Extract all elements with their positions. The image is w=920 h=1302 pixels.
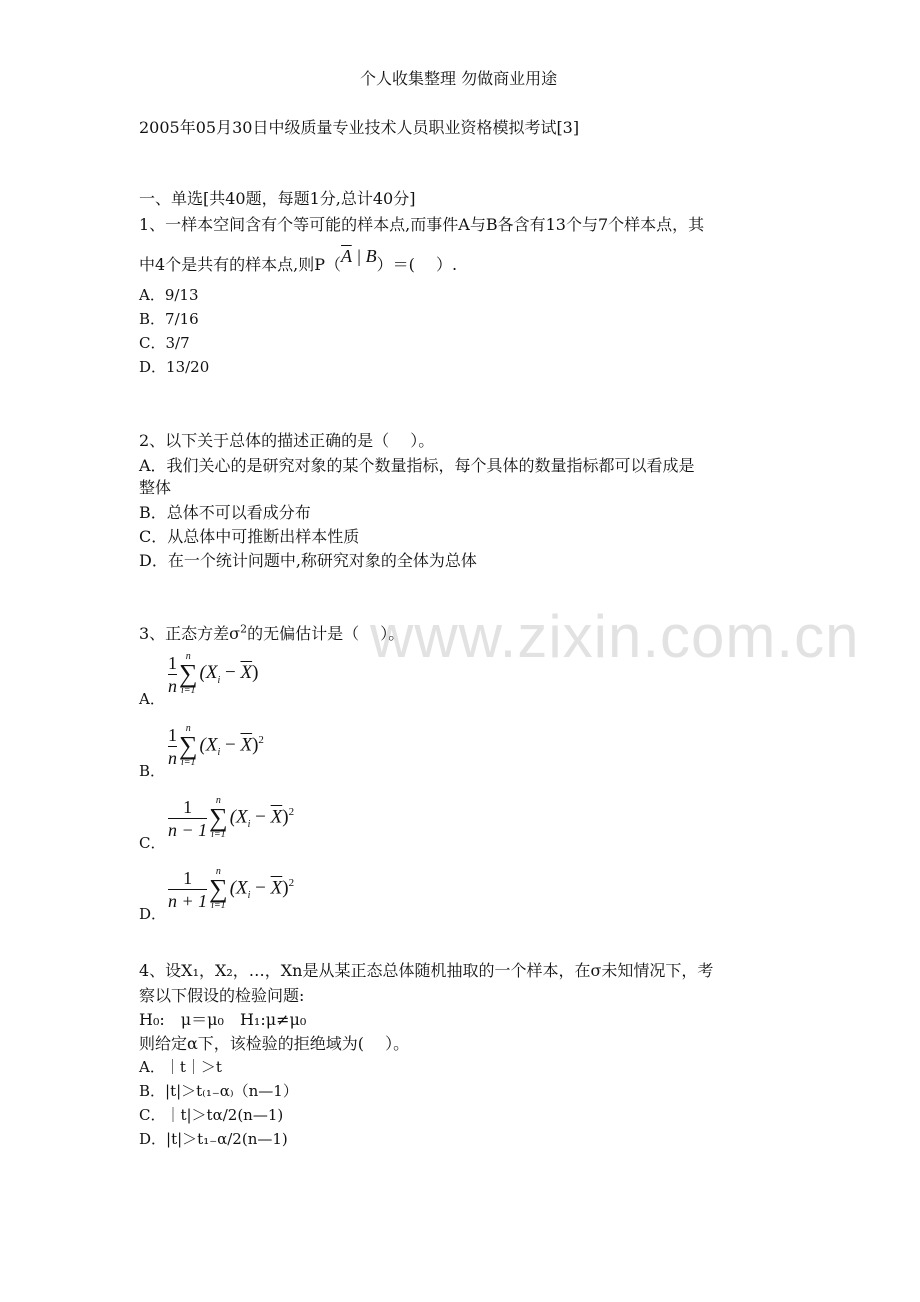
exam-title: 2005年05月30日中级质量专业技术人员职业资格模拟考试[3] — [139, 118, 580, 137]
q1-line2-suffix: ）＝( ）. — [376, 255, 458, 274]
q3-stem-prefix: 3、正态方差σ — [139, 624, 241, 643]
q1-formula-a: $\overline{A}$ — [341, 246, 352, 266]
q2-stem: 2、以下关于总体的描述正确的是（ ）。 — [139, 431, 435, 450]
fraction: $\frac{1}{n}$ — [168, 652, 177, 696]
summand: $(X_i - \overline{X})^2$ — [229, 876, 295, 902]
q1-line1: 1、一样本空间含有个等可能的样本点,而事件A与B各含有13个与7个样本点，其 — [139, 215, 705, 234]
fraction: $\frac{1}{n - 1}$ — [168, 796, 208, 840]
q4-option-a: A．｜t｜＞t — [139, 1058, 222, 1076]
q4-option-d: D．|t|＞t₁₋α/2(n—1) — [139, 1130, 288, 1148]
q3-stem-sup: 2 — [240, 622, 248, 636]
fraction: $\frac{1}{n + 1}$ — [168, 867, 208, 911]
q1-line2-prefix: 中4个是共有的样本点,则P（ — [139, 255, 342, 274]
q1-option-a: A．9/13 — [139, 286, 199, 304]
summation-symbol: n ∑ i=1 — [209, 866, 228, 911]
q1-formula-b: B — [365, 246, 377, 266]
fraction: $\frac{1}{n}$ — [168, 724, 177, 768]
q3-option-c-formula — [168, 796, 294, 840]
q1-line2 — [139, 246, 458, 275]
q4-line4: 则给定α下，该检验的拒绝域为( ）。 — [139, 1034, 410, 1053]
summation-symbol: n ∑ i=1 — [179, 723, 198, 768]
summand: $(X_i - \overline{X})^2$ — [229, 805, 295, 831]
q2-option-b: B．总体不可以看成分布 — [139, 503, 311, 522]
q4-option-b: B．|t|＞t₍₁₋α₎（n—1） — [139, 1082, 298, 1100]
q1-formula — [341, 246, 377, 266]
q2-option-d: D．在一个统计问题中,称研究对象的全体为总体 — [139, 551, 477, 570]
q3-option-b-label: B． — [139, 762, 166, 780]
q4-line2: 察以下假设的检验问题: — [139, 986, 305, 1005]
q3-stem — [139, 621, 404, 644]
q2-option-a-line2: 整体 — [139, 478, 172, 497]
q3-option-d-label: D． — [139, 905, 167, 923]
q3-option-b-formula — [168, 724, 264, 768]
summation-symbol: n ∑ i=1 — [209, 795, 228, 840]
q3-stem-suffix: 的无偏估计是（ ）。 — [247, 624, 405, 643]
q3-option-c-label: C． — [139, 834, 166, 852]
q3-option-a-formula — [168, 652, 258, 696]
summand: $(X_i - \overline{X})$ — [199, 662, 259, 686]
q2-option-c: C．从总体中可推断出样本性质 — [139, 527, 360, 546]
q1-option-b: B．7/16 — [139, 310, 199, 328]
section-heading: 一、单选[共40题，每题1分,总计40分] — [139, 189, 416, 208]
summation-symbol: n ∑ i=1 — [179, 651, 198, 696]
q1-option-c: C．3/7 — [139, 334, 190, 352]
q1-formula-sep: | — [351, 246, 366, 266]
watermark: www.zixin.com.cn — [370, 603, 860, 670]
summand: $(X_i - \overline{X})^2$ — [199, 733, 264, 759]
q2-option-a-line1: A．我们关心的是研究对象的某个数量指标，每个具体的数量指标都可以看成是 — [139, 456, 695, 475]
q3-option-a-label: A． — [139, 690, 165, 708]
q4-hypotheses: H₀: μ＝μ₀ H₁:μ≠μ₀ — [139, 1010, 307, 1029]
q4-option-c: C．｜t|＞tα/2(n—1) — [139, 1106, 284, 1124]
q3-option-d-formula — [168, 867, 294, 911]
q1-option-d: D．13/20 — [139, 358, 210, 376]
q4-line1: 4、设X₁，X₂，…，Xn是从某正态总体随机抽取的一个样本，在σ未知情况下，考 — [139, 961, 714, 980]
header-note: 个人收集整理 勿做商业用途 — [360, 69, 558, 88]
